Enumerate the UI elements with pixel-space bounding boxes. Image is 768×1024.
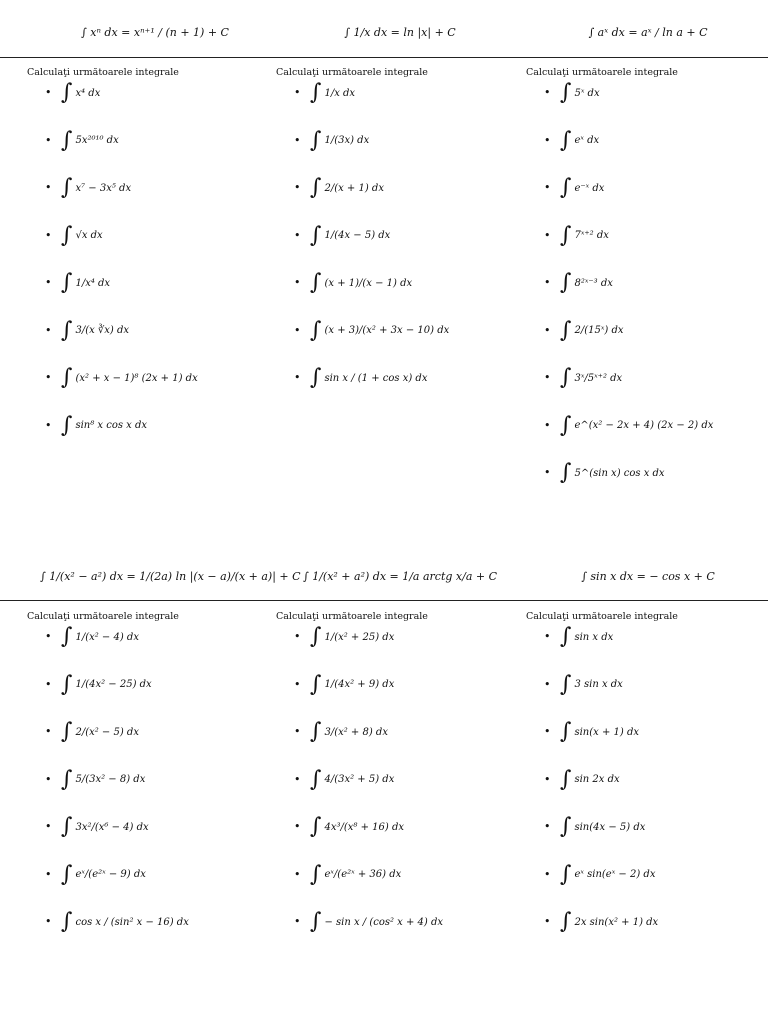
bullet-icon (294, 918, 302, 926)
bullet-icon (45, 776, 53, 784)
bullet-icon (544, 422, 552, 430)
column-reciprocal (276, 66, 526, 413)
list-item (276, 175, 526, 223)
bullet-icon (45, 681, 53, 689)
integrand: 3 sin x dx (574, 679, 623, 690)
integral-list (27, 624, 277, 957)
bullet-icon (45, 422, 53, 430)
bullet-icon (544, 633, 552, 641)
integral-list (276, 80, 526, 413)
bullet-icon (544, 776, 552, 784)
integral-sign-icon: ∫ (61, 317, 73, 343)
bullet-icon (45, 232, 53, 240)
formula-exponential-rule: ∫ aˣ dx = aˣ / ln a + C (588, 26, 708, 39)
list-item (526, 318, 768, 366)
bullet-icon (294, 232, 302, 240)
column-sine (526, 610, 768, 957)
list-item (276, 814, 526, 862)
bullet-icon (45, 728, 53, 736)
integral-sign-icon: ∫ (310, 814, 322, 839)
column-difference-of-squares (27, 610, 277, 957)
bullet-icon (45, 918, 53, 926)
integral-sign-icon: ∫ (61, 222, 73, 248)
list-item (27, 128, 277, 176)
integral-sign-icon: ∫ (310, 175, 322, 200)
bullet-icon (544, 728, 552, 736)
integral-sign-icon: ∫ (560, 365, 572, 390)
integrand: 1/(4x − 5) dx (324, 230, 391, 241)
integral-list (27, 80, 277, 460)
list-item (526, 814, 768, 862)
integrand: sin(4x − 5) dx (574, 821, 646, 833)
bullet-icon (544, 279, 552, 287)
integrand: 1/x dx (324, 87, 356, 99)
bullet-icon (544, 469, 552, 477)
list-item (526, 365, 768, 413)
integral-sign-icon: ∫ (560, 814, 572, 839)
list-item (27, 814, 277, 862)
bullet-icon (45, 327, 53, 335)
list-item (276, 80, 526, 128)
integrand: 4x³/(x⁸ + 16) dx (324, 821, 404, 833)
bullet-icon (544, 918, 552, 926)
integrand: eˣ/(e²ˣ − 9) dx (75, 869, 146, 880)
integral-sign-icon: ∫ (61, 624, 73, 649)
list-item (526, 767, 768, 815)
column-title: Calculaţi următoarele integrale (27, 67, 179, 78)
bullet-icon (294, 279, 302, 287)
integrand: 3x²/(x⁶ − 4) dx (75, 821, 149, 833)
formula-row-1 (0, 22, 768, 56)
column-title: Calculaţi următoarele integrale (276, 611, 428, 622)
list-item (27, 909, 277, 957)
integral-sign-icon: ∫ (61, 127, 73, 153)
bullet-icon (544, 89, 552, 97)
bullet-icon (45, 823, 53, 831)
list-item (526, 909, 768, 957)
integral-sign-icon: ∫ (310, 222, 322, 248)
bullet-icon (294, 184, 302, 192)
integral-sign-icon: ∫ (310, 766, 322, 792)
formula-power-rule: ∫ xⁿ dx = xⁿ⁺¹ / (n + 1) + C (81, 26, 229, 39)
integral-sign-icon: ∫ (310, 909, 322, 934)
list-item (526, 624, 768, 672)
bullet-icon (294, 776, 302, 784)
bullet-icon (45, 89, 53, 97)
bullet-icon (45, 137, 53, 145)
bullet-icon (544, 823, 552, 831)
integrand: 4/(3x² + 5) dx (324, 774, 395, 785)
integral-sign-icon: ∫ (61, 80, 73, 105)
integrand: (x + 1)/(x − 1) dx (324, 277, 413, 289)
bullet-icon (294, 327, 302, 335)
list-item (526, 413, 768, 461)
integrand: 3ˣ/5ˣ⁺² dx (574, 372, 623, 384)
list-item (276, 223, 526, 271)
integrand: eˣ dx (574, 135, 600, 146)
integrand: (x² + x − 1)⁸ (2x + 1) dx (75, 372, 198, 384)
integral-list (526, 624, 768, 957)
list-item (27, 365, 277, 413)
integrand: 1/(4x² − 25) dx (75, 679, 152, 690)
integrand: 1/(x² − 4) dx (75, 631, 139, 643)
bullet-icon (45, 871, 53, 879)
integral-sign-icon: ∫ (61, 671, 73, 697)
integral-sign-icon: ∫ (560, 719, 572, 744)
integral-sign-icon: ∫ (310, 624, 322, 649)
integral-sign-icon: ∫ (61, 909, 73, 934)
bullet-icon (544, 184, 552, 192)
list-item (276, 767, 526, 815)
integral-list (526, 80, 768, 508)
column-title: Calculaţi următoarele integrale (526, 67, 678, 78)
bullet-icon (544, 681, 552, 689)
section-2 (0, 544, 768, 1014)
list-item (526, 270, 768, 318)
list-item (27, 862, 277, 910)
list-item (526, 719, 768, 767)
list-item (276, 128, 526, 176)
integral-sign-icon: ∫ (560, 766, 572, 792)
bullet-icon (294, 137, 302, 145)
integral-sign-icon: ∫ (560, 80, 572, 105)
bullet-icon (294, 633, 302, 641)
column-exponential (526, 66, 768, 508)
integral-sign-icon: ∫ (560, 270, 572, 295)
integrand: 5ˣ dx (574, 87, 600, 99)
integral-sign-icon: ∫ (560, 412, 572, 438)
formula-sum-of-squares: ∫ 1/(x² + a²) dx = 1/a arctg x/a + C (302, 570, 498, 583)
integrand: 5x²⁰¹⁰ dx (75, 135, 119, 146)
formula-row-2 (0, 564, 768, 598)
integrand: 2x sin(x² + 1) dx (574, 916, 659, 928)
integrand: 1/(4x² + 9) dx (324, 679, 395, 690)
list-item (276, 909, 526, 957)
integral-sign-icon: ∫ (560, 222, 572, 248)
integral-sign-icon: ∫ (61, 814, 73, 839)
integrand: 8²ˣ⁻³ dx (574, 277, 613, 289)
list-item (276, 624, 526, 672)
bullet-icon (45, 184, 53, 192)
list-item (27, 624, 277, 672)
list-item (276, 318, 526, 366)
list-item (276, 719, 526, 767)
integral-sign-icon: ∫ (560, 671, 572, 697)
bullet-icon (544, 374, 552, 382)
list-item (526, 862, 768, 910)
integrand: (x + 3)/(x² + 3x − 10) dx (324, 325, 450, 336)
integrand: 2/(x² − 5) dx (75, 726, 139, 738)
column-power (27, 66, 277, 460)
integrand: sin(x + 1) dx (574, 726, 639, 738)
bullet-icon (294, 728, 302, 736)
bullet-icon (294, 681, 302, 689)
integrand: √x dx (75, 230, 103, 241)
integrand: 2/(x + 1) dx (324, 182, 384, 194)
integral-sign-icon: ∫ (310, 127, 322, 153)
list-item (27, 767, 277, 815)
integral-sign-icon: ∫ (61, 270, 73, 295)
formula-reciprocal-rule: ∫ 1/x dx = ln |x| + C (344, 26, 456, 39)
integrand: eˣ/(e²ˣ + 36) dx (324, 869, 402, 880)
bullet-icon (294, 374, 302, 382)
list-item (27, 719, 277, 767)
list-item (276, 862, 526, 910)
integral-sign-icon: ∫ (310, 861, 322, 887)
bullet-icon (294, 89, 302, 97)
column-title: Calculaţi următoarele integrale (276, 67, 428, 78)
integral-sign-icon: ∫ (61, 719, 73, 744)
integrand: sin 2x dx (574, 774, 620, 785)
integrand: x⁴ dx (75, 87, 101, 99)
integral-sign-icon: ∫ (560, 624, 572, 649)
integral-sign-icon: ∫ (61, 175, 73, 200)
integral-sign-icon: ∫ (560, 317, 572, 343)
integral-sign-icon: ∫ (61, 412, 73, 438)
integrand: x⁷ − 3x⁵ dx (75, 182, 132, 194)
integrand: e^(x² − 2x + 4) (2x − 2) dx (574, 420, 714, 431)
integral-sign-icon: ∫ (310, 80, 322, 105)
integral-sign-icon: ∫ (560, 460, 572, 485)
integral-list (276, 624, 526, 957)
list-item (526, 460, 768, 508)
list-item (526, 175, 768, 223)
integral-sign-icon: ∫ (310, 365, 322, 390)
integrand: 1/(3x) dx (324, 135, 370, 146)
list-item (27, 223, 277, 271)
integrand: 3/(x ∛x) dx (75, 325, 130, 336)
integrand: − sin x / (cos² x + 4) dx (324, 916, 444, 928)
integrand: sin x / (1 + cos x) dx (324, 372, 428, 384)
integral-sign-icon: ∫ (560, 909, 572, 934)
bullet-icon (544, 327, 552, 335)
integral-sign-icon: ∫ (61, 766, 73, 792)
integrand: sin x dx (574, 631, 614, 643)
integrand: 3/(x² + 8) dx (324, 726, 388, 738)
integral-sign-icon: ∫ (310, 317, 322, 343)
integrand: e⁻ˣ dx (574, 182, 605, 194)
column-sum-of-squares (276, 610, 526, 957)
list-item (27, 175, 277, 223)
integrand: 1/(x² + 25) dx (324, 631, 395, 643)
list-item (526, 128, 768, 176)
bullet-icon (544, 232, 552, 240)
integrand: 2/(15ˣ) dx (574, 325, 624, 336)
integral-sign-icon: ∫ (560, 175, 572, 200)
list-item (27, 80, 277, 128)
integrand: cos x / (sin² x − 16) dx (75, 916, 189, 928)
integrand: 1/x⁴ dx (75, 277, 111, 289)
list-item (276, 672, 526, 720)
integral-sign-icon: ∫ (310, 671, 322, 697)
integral-sign-icon: ∫ (61, 861, 73, 887)
list-item (27, 270, 277, 318)
bullet-icon (45, 374, 53, 382)
integrand: 5/(3x² − 8) dx (75, 774, 146, 785)
integral-sign-icon: ∫ (560, 127, 572, 153)
integral-sign-icon: ∫ (310, 270, 322, 295)
list-item (276, 365, 526, 413)
integrand: 7ˣ⁺² dx (574, 230, 609, 241)
bullet-icon (294, 823, 302, 831)
integrand: 5^(sin x) cos x dx (574, 467, 665, 479)
bullet-icon (544, 137, 552, 145)
list-item (526, 80, 768, 128)
list-item (276, 270, 526, 318)
list-item (27, 318, 277, 366)
integrand: sin⁸ x cos x dx (75, 420, 148, 431)
integral-sign-icon: ∫ (61, 365, 73, 390)
bullet-icon (294, 871, 302, 879)
integrand: eˣ sin(eˣ − 2) dx (574, 869, 656, 880)
integral-sign-icon: ∫ (560, 861, 572, 887)
list-item (27, 413, 277, 461)
column-title: Calculaţi următoarele integrale (526, 611, 678, 622)
formula-sine-rule: ∫ sin x dx = − cos x + C (581, 570, 715, 583)
column-title: Calculaţi următoarele integrale (27, 611, 179, 622)
bullet-icon (544, 871, 552, 879)
list-item (526, 223, 768, 271)
bullet-icon (45, 279, 53, 287)
list-item (27, 672, 277, 720)
formula-difference-of-squares: ∫ 1/(x² − a²) dx = 1/(2a) ln |(x − a)/(x + a)| + C (40, 570, 301, 583)
list-item (526, 672, 768, 720)
bullet-icon (45, 633, 53, 641)
divider-2 (0, 600, 768, 601)
divider-1 (0, 57, 768, 58)
integral-sign-icon: ∫ (310, 719, 322, 744)
